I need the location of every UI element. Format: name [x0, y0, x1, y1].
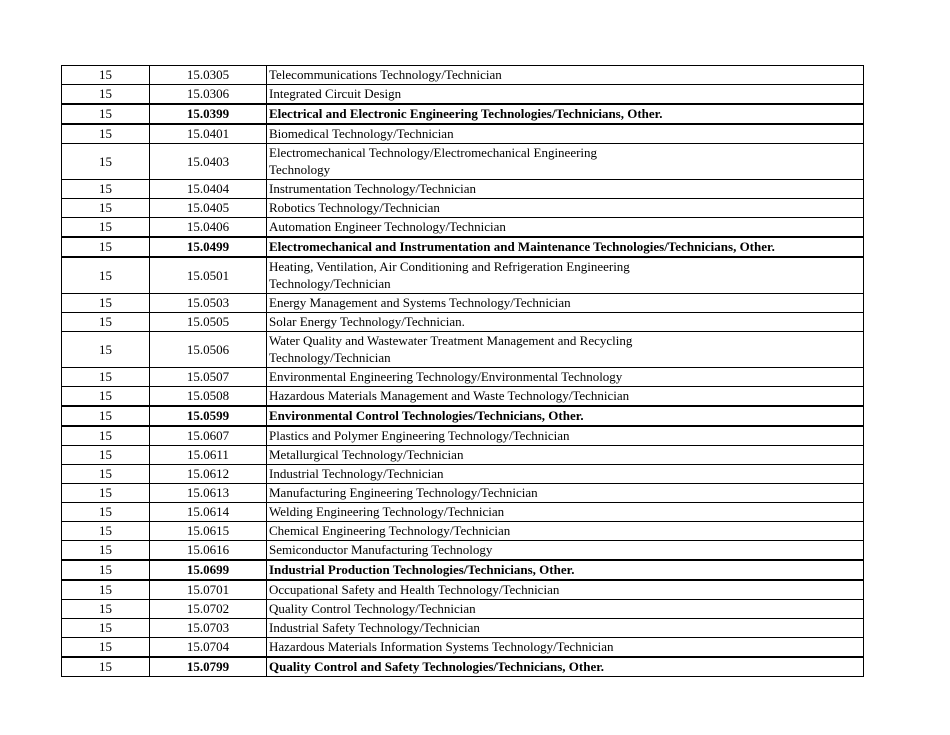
program-title-cell — [267, 638, 864, 658]
cip-code-cell: 15.0611 — [150, 446, 267, 465]
table-row — [62, 294, 864, 313]
table-body — [62, 66, 864, 677]
program-title-line: Occupational Safety and Health Technology/Technician — [269, 582, 560, 597]
program-title-line: Quality Control Technology/Technician — [269, 601, 476, 616]
series-cell: 15 — [62, 66, 150, 85]
series-cell: 15 — [62, 638, 150, 658]
series-cell: 15 — [62, 406, 150, 426]
program-title-cell — [267, 313, 864, 332]
program-title-line: Manufacturing Engineering Technology/Technician — [269, 485, 538, 500]
table-row — [62, 465, 864, 484]
series-cell: 15 — [62, 465, 150, 484]
program-title-cell — [267, 294, 864, 313]
program-title-cell — [267, 124, 864, 144]
program-title-line: Hazardous Materials Information Systems Technology/Technician — [269, 639, 614, 654]
program-title-cell — [267, 657, 864, 677]
table-row — [62, 180, 864, 199]
table-row — [62, 124, 864, 144]
program-title-cell — [267, 503, 864, 522]
series-cell: 15 — [62, 294, 150, 313]
program-title-line: Instrumentation Technology/Technician — [269, 181, 476, 196]
program-title-cell — [267, 180, 864, 199]
series-cell: 15 — [62, 218, 150, 238]
program-title-line: Water Quality and Wastewater Treatment Management and Recycling — [269, 333, 633, 348]
cip-code-table — [61, 65, 864, 677]
program-title-cell — [267, 406, 864, 426]
series-cell: 15 — [62, 446, 150, 465]
program-title-line: Technology — [269, 162, 331, 177]
table-row — [62, 484, 864, 503]
table-row — [62, 503, 864, 522]
table-row — [62, 541, 864, 561]
cip-code-cell: 15.0799 — [150, 657, 267, 677]
program-title-line: Robotics Technology/Technician — [269, 200, 440, 215]
program-title-line: Solar Energy Technology/Technician. — [269, 314, 465, 329]
cip-code-cell: 15.0507 — [150, 368, 267, 387]
table-row — [62, 332, 864, 368]
table-row — [62, 638, 864, 658]
program-title-line: Environmental Control Technologies/Technicians, Other. — [269, 408, 584, 423]
series-cell: 15 — [62, 560, 150, 580]
program-title-cell — [267, 144, 864, 180]
program-title-line: Technology/Technician — [269, 276, 391, 291]
table-row — [62, 368, 864, 387]
program-title-cell — [267, 426, 864, 446]
cip-code-cell: 15.0616 — [150, 541, 267, 561]
table-row — [62, 657, 864, 677]
series-cell: 15 — [62, 237, 150, 257]
program-title-cell — [267, 85, 864, 105]
program-title-line: Plastics and Polymer Engineering Technology/Technician — [269, 428, 570, 443]
series-cell: 15 — [62, 426, 150, 446]
series-cell: 15 — [62, 332, 150, 368]
program-title-line: Industrial Technology/Technician — [269, 466, 444, 481]
table-row — [62, 406, 864, 426]
program-title-cell — [267, 446, 864, 465]
program-title-cell — [267, 387, 864, 407]
program-title-cell — [267, 465, 864, 484]
program-title-line: Electromechanical and Instrumentation and Maintenance Technologies/Technicians, Other. — [269, 239, 775, 254]
cip-code-cell: 15.0503 — [150, 294, 267, 313]
table-row — [62, 446, 864, 465]
cip-code-cell: 15.0699 — [150, 560, 267, 580]
cip-code-cell: 15.0403 — [150, 144, 267, 180]
program-title-line: Chemical Engineering Technology/Technician — [269, 523, 511, 538]
program-title-cell — [267, 560, 864, 580]
series-cell: 15 — [62, 313, 150, 332]
program-title-line: Integrated Circuit Design — [269, 86, 402, 101]
cip-code-cell: 15.0399 — [150, 104, 267, 124]
program-title-cell — [267, 619, 864, 638]
program-title-line: Welding Engineering Technology/Technician — [269, 504, 505, 519]
program-title-cell — [267, 199, 864, 218]
series-cell: 15 — [62, 619, 150, 638]
program-title-line: Automation Engineer Technology/Technician — [269, 219, 506, 234]
program-title-line: Electromechanical Technology/Electromechanical Engineering — [269, 145, 598, 160]
program-title-cell — [267, 218, 864, 238]
series-cell: 15 — [62, 387, 150, 407]
program-title-line: Electrical and Electronic Engineering Technologies/Technicians, Other. — [269, 106, 663, 121]
cip-code-cell: 15.0406 — [150, 218, 267, 238]
series-cell: 15 — [62, 180, 150, 199]
cip-code-cell: 15.0702 — [150, 600, 267, 619]
series-cell: 15 — [62, 144, 150, 180]
program-title-cell — [267, 66, 864, 85]
program-title-line: Semiconductor Manufacturing Technology — [269, 542, 493, 557]
cip-code-cell: 15.0404 — [150, 180, 267, 199]
program-title-line: Energy Management and Systems Technology/Technician — [269, 295, 571, 310]
program-title-cell — [267, 104, 864, 124]
program-title-line: Quality Control and Safety Technologies/Technicians, Other. — [269, 659, 605, 674]
cip-code-cell: 15.0615 — [150, 522, 267, 541]
program-title-line: Hazardous Materials Management and Waste Technology/Technician — [269, 388, 630, 403]
cip-code-cell: 15.0508 — [150, 387, 267, 407]
cip-code-cell: 15.0305 — [150, 66, 267, 85]
table-row — [62, 580, 864, 600]
table-row — [62, 199, 864, 218]
cip-code-cell: 15.0405 — [150, 199, 267, 218]
table-row — [62, 313, 864, 332]
cip-code-cell: 15.0505 — [150, 313, 267, 332]
table-row — [62, 104, 864, 124]
series-cell: 15 — [62, 522, 150, 541]
series-cell: 15 — [62, 541, 150, 561]
program-title-line: Industrial Production Technologies/Technicians, Other. — [269, 562, 575, 577]
cip-code-cell: 15.0704 — [150, 638, 267, 658]
cip-code-cell: 15.0701 — [150, 580, 267, 600]
table-row — [62, 426, 864, 446]
cip-code-cell: 15.0499 — [150, 237, 267, 257]
program-title-line: Heating, Ventilation, Air Conditioning and Refrigeration Engineering — [269, 259, 630, 274]
program-title-line: Metallurgical Technology/Technician — [269, 447, 464, 462]
table-row — [62, 66, 864, 85]
program-title-line: Environmental Engineering Technology/Environmental Technology — [269, 369, 623, 384]
table-row — [62, 85, 864, 105]
series-cell: 15 — [62, 580, 150, 600]
cip-code-cell: 15.0401 — [150, 124, 267, 144]
series-cell: 15 — [62, 503, 150, 522]
program-title-line: Industrial Safety Technology/Technician — [269, 620, 480, 635]
table-row — [62, 600, 864, 619]
cip-code-cell: 15.0501 — [150, 257, 267, 294]
cip-code-cell: 15.0506 — [150, 332, 267, 368]
table-row — [62, 560, 864, 580]
program-title-line: Biomedical Technology/Technician — [269, 126, 454, 141]
program-title-cell — [267, 332, 864, 368]
table-row — [62, 257, 864, 294]
program-title-cell — [267, 237, 864, 257]
series-cell: 15 — [62, 657, 150, 677]
program-title-cell — [267, 580, 864, 600]
program-title-line: Telecommunications Technology/Technician — [269, 67, 502, 82]
table-row — [62, 387, 864, 407]
series-cell: 15 — [62, 600, 150, 619]
cip-code-cell: 15.0599 — [150, 406, 267, 426]
series-cell: 15 — [62, 199, 150, 218]
program-title-line: Technology/Technician — [269, 350, 391, 365]
series-cell: 15 — [62, 368, 150, 387]
table-row — [62, 144, 864, 180]
series-cell: 15 — [62, 124, 150, 144]
cip-code-cell: 15.0306 — [150, 85, 267, 105]
program-title-cell — [267, 368, 864, 387]
cip-code-cell: 15.0613 — [150, 484, 267, 503]
series-cell: 15 — [62, 484, 150, 503]
cip-code-cell: 15.0703 — [150, 619, 267, 638]
series-cell: 15 — [62, 257, 150, 294]
table-row — [62, 218, 864, 238]
table-row — [62, 237, 864, 257]
program-title-cell — [267, 522, 864, 541]
table-row — [62, 619, 864, 638]
series-cell: 15 — [62, 104, 150, 124]
table-row — [62, 522, 864, 541]
series-cell: 15 — [62, 85, 150, 105]
cip-code-cell: 15.0614 — [150, 503, 267, 522]
program-title-cell — [267, 600, 864, 619]
program-title-cell — [267, 541, 864, 561]
program-title-cell — [267, 484, 864, 503]
program-title-cell — [267, 257, 864, 294]
cip-code-cell: 15.0612 — [150, 465, 267, 484]
cip-code-cell: 15.0607 — [150, 426, 267, 446]
